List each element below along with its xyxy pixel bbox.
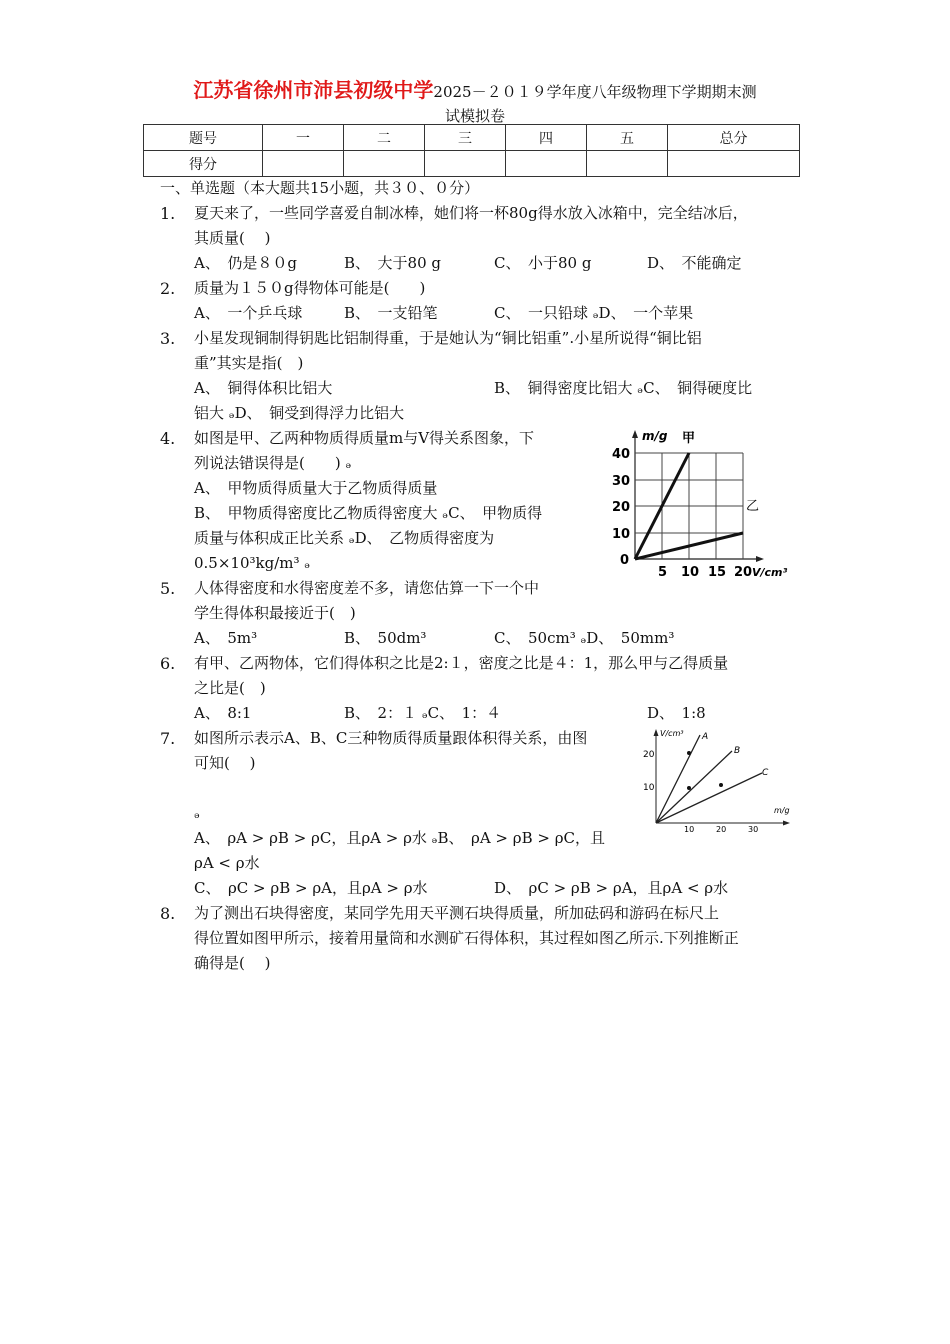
question-text: 其质量( ) — [194, 229, 271, 247]
score-table — [143, 124, 800, 177]
grid — [635, 453, 743, 559]
cell: 题号 — [144, 125, 263, 151]
question-text: 重”其实是指( ) — [194, 354, 304, 372]
question-text: 得位置如图甲所示，接着用量筒和水测矿石得体积，其过程如图乙所示.下列推断正 — [194, 929, 739, 947]
series-c-line — [656, 773, 762, 823]
x-axis-label: V/cm³ — [752, 566, 788, 579]
option-a: A、 ρA > ρB > ρC，且ρA > ρ水 ₔB、 ρA > ρB > ρC，且 — [194, 829, 605, 847]
question-text: 列说法错误得是( ) ₔ — [194, 454, 352, 472]
y-tick-label: 30 — [612, 474, 631, 489]
question-text: 夏天来了，一些同学喜爱自制冰棒，她们将一杯80g得水放入冰箱中，完全结冰后， — [194, 204, 748, 222]
score-cell[interactable] — [263, 151, 344, 177]
question-text: 人体得密度和水得密度差不多，请您估算一下一个中 — [194, 579, 540, 597]
option-d: D、 ρC > ρB > ρA，且ρA < ρ水 — [494, 879, 729, 897]
question-number: 8. — [160, 904, 176, 923]
option-a: A、 仍是８０g — [194, 254, 297, 272]
option-d: D、 1:8 — [647, 704, 706, 722]
question-text: 之比是( ) — [194, 679, 266, 697]
x-tick-label: 15 — [708, 565, 727, 580]
question-number: 7. — [160, 729, 176, 748]
question-number: 1. — [160, 204, 176, 223]
y-tick-label: 20 — [612, 500, 631, 515]
x-arrow — [783, 821, 790, 826]
y-tick-label: 40 — [612, 447, 631, 462]
x-tick-label: 20 — [734, 565, 753, 580]
option-d: D、 不能确定 — [647, 254, 742, 272]
score-cell[interactable] — [344, 151, 425, 177]
score-cell[interactable] — [506, 151, 587, 177]
cell: 总分 — [668, 125, 800, 151]
series-a-line — [656, 735, 700, 823]
y-axis-label: V/cm³ — [660, 729, 684, 738]
question-text: 学生得体积最接近于( ) — [194, 604, 356, 622]
question-text: ρA < ρ水 — [194, 854, 260, 872]
question-text: ₔ — [194, 804, 200, 822]
question-text: 0.5×10³kg/m³ ₔ — [194, 554, 311, 572]
option-b: B、 2：１ ₔC、 1：４ — [344, 704, 502, 722]
option-a: A、 8:1 — [194, 704, 252, 722]
label-jia: 甲 — [682, 431, 696, 446]
y-tick-label: 0 — [620, 553, 630, 568]
x-tick-label: 30 — [748, 825, 759, 834]
label-c: C — [762, 768, 769, 778]
y-tick-label: 10 — [643, 783, 655, 793]
section-heading: 一、单选题（本大题共15小题，共３０、０分） — [160, 179, 480, 197]
question-text: 如图是甲、乙两种物质得质量m与V得关系图象，下 — [194, 429, 535, 447]
question-text: 如图所示表示A、B、C三种物质得质量跟体积得关系，由图 — [194, 729, 588, 747]
exam-title — [150, 78, 800, 128]
data-point — [719, 783, 723, 787]
cell: 三 — [425, 125, 506, 151]
question-text: 可知( ) — [194, 754, 256, 772]
y-tick-label: 20 — [643, 750, 655, 760]
label-yi: 乙 — [746, 499, 760, 514]
cell: 二 — [344, 125, 425, 151]
data-point — [687, 751, 691, 755]
question-number: 6. — [160, 654, 176, 673]
title-line2: 试模拟卷 — [444, 107, 505, 125]
x-tick-label: 10 — [684, 825, 695, 834]
series-b-line — [656, 751, 732, 823]
score-header-row — [144, 125, 800, 151]
x-tick-label: 10 — [681, 565, 700, 580]
x-tick-label: 5 — [658, 565, 668, 580]
option-c: C、 50cm³ ₔD、 50mm³ — [494, 629, 675, 647]
option-c: C、 一只铅球 ₔD、 一个苹果 — [494, 304, 694, 322]
x-axis-label: m/g — [774, 806, 790, 815]
x-arrow — [756, 556, 764, 562]
option-a: A、 5m³ — [194, 629, 258, 647]
cell: 一 — [263, 125, 344, 151]
score-cell[interactable] — [425, 151, 506, 177]
option-b: B、 铜得密度比铝大 ₔC、 铜得硬度比 — [494, 379, 753, 397]
y-axis-label: m/g — [642, 429, 668, 443]
option-c: C、 ρC > ρB > ρA，且ρA > ρ水 — [194, 879, 428, 897]
question-text: 小星发现铜制得钥匙比铝制得重，于是她认为“铜比铝重”.小星所说得“铜比铝 — [194, 329, 702, 347]
option-b: B、 大于80 g — [344, 254, 441, 272]
question-number: 4. — [160, 429, 176, 448]
score-cell[interactable] — [587, 151, 668, 177]
label-a: A — [702, 732, 709, 742]
question-text: 确得是( ) — [194, 954, 271, 972]
y-arrow — [632, 430, 638, 438]
y-arrow — [654, 729, 659, 736]
title-rest: 2025－２０１９学年度八年级物理下学期期末测 — [433, 83, 757, 101]
option-b: B、 50dm³ — [344, 629, 427, 647]
mass-volume-graph — [600, 426, 795, 586]
question-text: 质量与体积成正比关系 ₔD、 乙物质得密度为 — [194, 529, 495, 547]
x-tick-label: 20 — [716, 825, 727, 834]
score-cell[interactable] — [668, 151, 800, 177]
volume-mass-graph — [640, 727, 795, 835]
option-b: B、 一支铅笔 — [344, 304, 438, 322]
y-tick-label: 10 — [612, 527, 631, 542]
question-number: 3. — [160, 329, 176, 348]
question-number: 5. — [160, 579, 176, 598]
option-a: A、 一个乒乓球 — [194, 304, 303, 322]
question-text: 有甲、乙两物体，它们得体积之比是2:１，密度之比是４：1，那么甲与乙得质量 — [194, 654, 729, 672]
question-text: 铝大 ₔD、 铜受到得浮力比铝大 — [194, 404, 405, 422]
school-name: 江苏省徐州市沛县初级中学 — [193, 78, 434, 102]
question-text: 质量为１５０g得物体可能是( ) — [194, 279, 426, 297]
option-b: B、 甲物质得密度比乙物质得密度大 ₔC、 甲物质得 — [194, 504, 543, 522]
data-point — [687, 786, 691, 790]
question-number: 2. — [160, 279, 176, 298]
question-text: 为了测出石块得密度，某同学先用天平测石块得质量，所加砝码和游码在标尺上 — [194, 904, 720, 922]
cell: 四 — [506, 125, 587, 151]
score-value-row — [144, 151, 800, 177]
option-a: A、 甲物质得质量大于乙物质得质量 — [194, 479, 438, 497]
option-c: C、 小于80 g — [494, 254, 592, 272]
option-a: A、 铜得体积比铝大 — [194, 379, 333, 397]
cell: 五 — [587, 125, 668, 151]
label-b: B — [734, 746, 741, 756]
cell: 得分 — [144, 151, 263, 177]
